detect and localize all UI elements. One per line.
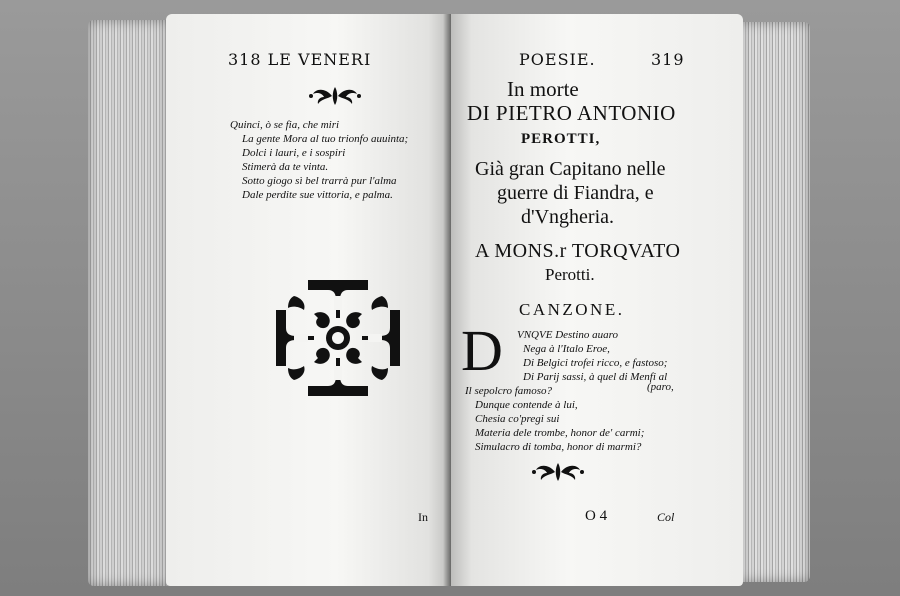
heading-line: A MONS.r TORQVATO bbox=[475, 240, 681, 262]
poem-line: Di Parij sassi, à quel di Menfi al bbox=[523, 371, 668, 383]
section-title: CANZONE. bbox=[519, 300, 625, 319]
right-page bbox=[451, 14, 743, 586]
poem-line: Il sepolcro famoso? bbox=[465, 385, 552, 397]
runover-text: (paro, bbox=[647, 381, 674, 393]
poem-line: Di Belgici trofei ricco, e fastoso; bbox=[523, 357, 668, 369]
signature-mark: O 4 bbox=[585, 508, 608, 524]
heading-line: In morte bbox=[507, 77, 579, 101]
left-page-edges bbox=[88, 20, 168, 586]
verse-line: Quinci, ò se fia, che miri bbox=[230, 119, 340, 131]
poem-line: Nega à l'Italo Eroe, bbox=[523, 343, 610, 355]
fleuron-ornament-icon bbox=[308, 84, 362, 108]
right-page-number: 319 bbox=[651, 50, 685, 69]
poem-line: Chesia co'pregi sui bbox=[475, 413, 560, 425]
right-running-head-title: POESIE. bbox=[519, 50, 596, 69]
woodcut-ornament-icon bbox=[274, 276, 402, 400]
verse-line: Stimerà da te vinta. bbox=[242, 161, 329, 173]
poem-line: Simulacro di tomba, honor di marmi? bbox=[475, 441, 642, 453]
heading-line: PEROTTI, bbox=[521, 131, 601, 147]
drop-cap: D bbox=[461, 318, 503, 383]
heading-line: DI PIETRO ANTONIO bbox=[467, 101, 676, 125]
verse-line: Sotto giogo sì bel trarrà pur l'alma bbox=[242, 175, 397, 187]
open-book bbox=[88, 8, 810, 590]
right-catchword: Col bbox=[657, 510, 675, 524]
verse-line: La gente Mora al tuo trionfo auuinta; bbox=[242, 133, 409, 145]
right-page-edges bbox=[740, 22, 810, 582]
left-page bbox=[166, 14, 451, 586]
verse-line: Dale perdite sue vittoria, e palma. bbox=[242, 189, 393, 201]
heading-line: Già gran Capitano nelle bbox=[475, 158, 666, 180]
heading-line: d'Vngheria. bbox=[521, 206, 615, 228]
heading-line: Perotti. bbox=[545, 265, 595, 284]
heading-line: guerre di Fiandra, e bbox=[497, 182, 654, 204]
poem-line: Materia dele trombe, honor de' carmi; bbox=[475, 427, 645, 439]
verse-line: Dolci i lauri, e i sospiri bbox=[242, 147, 346, 159]
poem-line: Dunque contende à lui, bbox=[475, 399, 578, 411]
left-running-head: 318 LE VENERI bbox=[228, 50, 372, 69]
fleuron-ornament-icon bbox=[531, 460, 585, 484]
poem-line: VNQVE Destino auaro bbox=[517, 329, 619, 341]
left-catchword: In bbox=[418, 510, 428, 524]
